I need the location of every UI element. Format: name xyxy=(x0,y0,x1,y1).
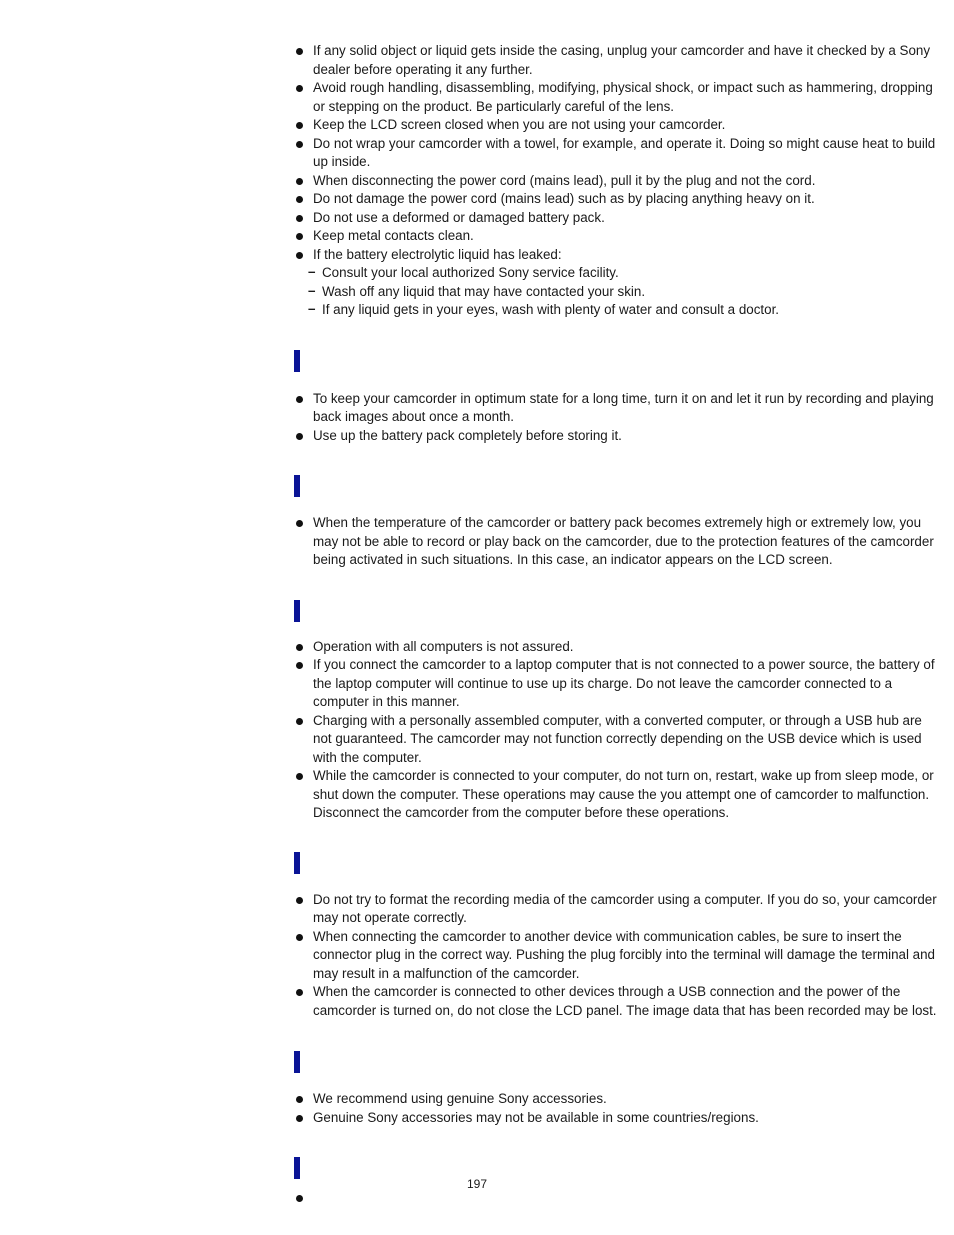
section-marker xyxy=(294,600,300,622)
section-accessories xyxy=(294,1051,939,1127)
section-connection xyxy=(294,852,939,1021)
sublist-item: – Consult your local authorized Sony service facility. xyxy=(308,264,939,283)
list-item: When the temperature of the camcorder or battery pack becomes extremely high or extremely low, you may not be able to record or play back on the camcorder, due to the protection features of the camcorder being activated in such situations. In this case, an indicator appears on the LCD screen. xyxy=(294,514,939,570)
list-item: Do not damage the power cord (mains lead) such as by placing anything heavy on it. xyxy=(294,190,939,209)
section-marker xyxy=(294,1157,300,1179)
section-marker xyxy=(294,350,300,372)
list-item: If you connect the camcorder to a laptop computer that is not connected to a power source, the battery of the laptop computer will continue to use up its charge. Do not leave the camcorder connected to a computer in this manner. xyxy=(294,656,939,712)
list-item: While the camcorder is connected to your computer, do not turn on, restart, wake up from sleep mode, or shut down the computer. These operations may cause the you attempt one of camcorder to malfunction. Disconnect the camcorder from the computer before these operations. xyxy=(294,767,939,823)
page-content xyxy=(294,42,939,1199)
list-item: If any solid object or liquid gets inside the casing, unplug your camcorder and have it checked by a Sony dealer before operating it any further. xyxy=(294,42,939,79)
list-item: Do not wrap your camcorder with a towel, for example, and operate it. Doing so might cause heat to build up inside. xyxy=(294,135,939,172)
section-computer xyxy=(294,600,939,823)
list-item: Genuine Sony accessories may not be available in some countries/regions. xyxy=(294,1109,939,1128)
temperature-list xyxy=(294,514,939,570)
sublist-item: – Wash off any liquid that may have contacted your skin. xyxy=(308,283,939,302)
list-item: When disconnecting the power cord (mains lead), pull it by the plug and not the cord. xyxy=(294,172,939,191)
section-marker xyxy=(294,475,300,497)
list-item: Keep the LCD screen closed when you are not using your camcorder. xyxy=(294,116,939,135)
list-item: We recommend using genuine Sony accessories. xyxy=(294,1090,939,1109)
list-item: Avoid rough handling, disassembling, modifying, physical shock, or impact such as hammering, dropping or stepping on the product. Be particularly careful of the lens. xyxy=(294,79,939,116)
list-item: Keep metal contacts clean. xyxy=(294,227,939,246)
page-number: 197 xyxy=(466,1177,488,1191)
section-marker xyxy=(294,852,300,874)
list-item: Do not try to format the recording media of the camcorder using a computer. If you do so, your camcorder may not operate correctly. xyxy=(294,891,939,928)
computer-list xyxy=(294,638,939,823)
connection-list xyxy=(294,891,939,1021)
list-item-text: If the battery electrolytic liquid has leaked: xyxy=(313,246,562,262)
leak-sublist xyxy=(308,264,939,320)
list-item: Operation with all computers is not assured. xyxy=(294,638,939,657)
list-item: To keep your camcorder in optimum state for a long time, turn it on and let it run by recording and playing back images about once a month. xyxy=(294,390,939,427)
list-item: Charging with a personally assembled computer, with a converted computer, or through a USB hub are not guaranteed. The camcorder may not function correctly depending on the USB device which is used with the computer. xyxy=(294,712,939,768)
list-item: When the camcorder is connected to other devices through a USB connection and the power of the camcorder is turned on, do not close the LCD panel. The image data that has been recorded may be lost. xyxy=(294,983,939,1020)
section-marker xyxy=(294,1051,300,1073)
list-item xyxy=(294,246,939,320)
list-item: Use up the battery pack completely before storing it. xyxy=(294,427,939,446)
list-item: Do not use a deformed or damaged battery pack. xyxy=(294,209,939,228)
section-temperature xyxy=(294,475,939,570)
section-storage xyxy=(294,350,939,446)
list-item: When connecting the camcorder to another device with communication cables, be sure to insert the connector plug in the correct way. Pushing the plug forcibly into the terminal will damage the terminal and may result in a malfunction of the camcorder. xyxy=(294,928,939,984)
accessories-list xyxy=(294,1090,939,1127)
storage-list xyxy=(294,390,939,446)
handling-precautions-list xyxy=(294,42,939,320)
sublist-item: – If any liquid gets in your eyes, wash with plenty of water and consult a doctor. xyxy=(308,301,939,320)
